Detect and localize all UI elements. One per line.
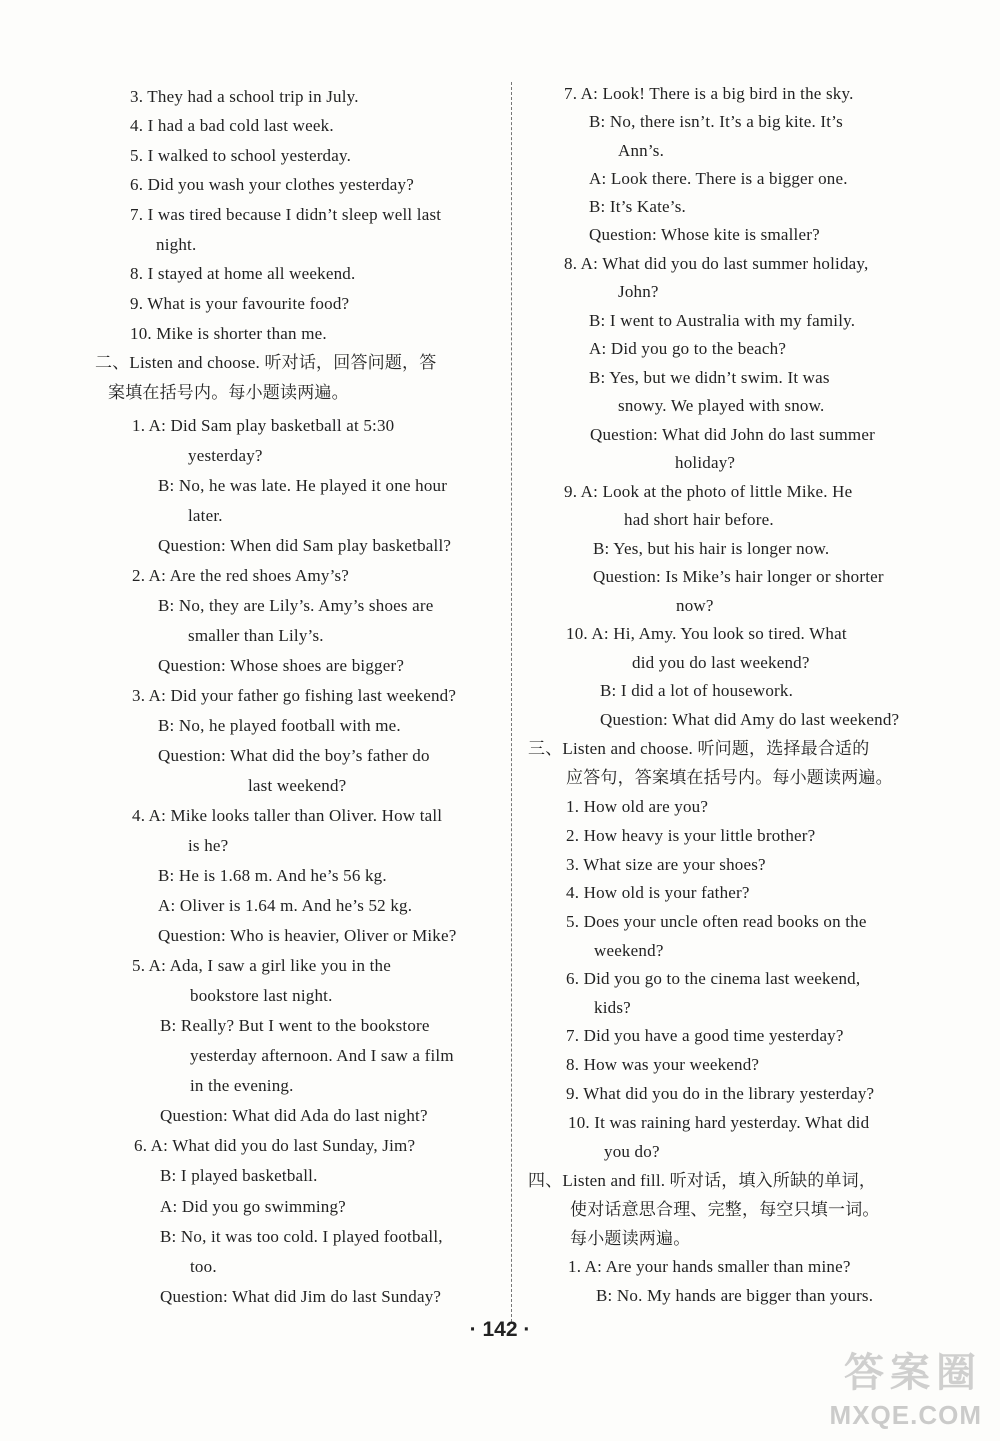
text-line: did you do last weekend? (632, 653, 810, 672)
page-number: · 142 · (469, 1318, 531, 1341)
text-line: Question: What did the boy’s father do (158, 746, 430, 765)
text-line: John? (618, 282, 659, 301)
text-line: yesterday? (188, 446, 263, 465)
text-line: you do? (604, 1142, 660, 1161)
text-line: 3. What size are your shoes? (566, 855, 766, 874)
text-line: 3. A: Did your father go fishing last weekend? (132, 686, 457, 705)
text-line: B: No. My hands are bigger than yours. (596, 1286, 874, 1305)
text-line: 6. Did you wash your clothes yesterday? (130, 175, 414, 194)
text-line: Question: Is Mike’s hair longer or shorter (593, 567, 884, 586)
text-line: 3. They had a school trip in July. (130, 87, 359, 106)
watermark-url: MXQE.COM (829, 1400, 982, 1430)
text-line: B: I played basketball. (160, 1166, 318, 1185)
text-line: Question: When did Sam play basketball? (158, 536, 452, 555)
text-line: Ann’s. (618, 141, 665, 160)
text-line: B: I did a lot of housework. (600, 681, 794, 700)
text-line: A: Did you go swimming? (160, 1197, 346, 1216)
text-line: 9. What did you do in the library yesterday? (566, 1084, 875, 1103)
text-line: B: Yes, but we didn’t swim. It was (589, 368, 830, 387)
text-line: yesterday afternoon. And I saw a film (190, 1046, 454, 1065)
text-line: last weekend? (248, 776, 347, 795)
text-line: B: Really? But I went to the bookstore (160, 1016, 430, 1035)
text-line: kids? (594, 998, 631, 1017)
text-line: 10. It was raining hard yesterday. What did (568, 1113, 870, 1132)
text-line: 9. A: Look at the photo of little Mike. He (564, 482, 853, 501)
watermark-logo-text: 答案圈 (844, 1351, 982, 1395)
text-line: B: He is 1.68 m. And he’s 56 kg. (158, 866, 387, 885)
text-line: Question: What did Amy do last weekend? (600, 710, 900, 729)
column-divider (511, 82, 512, 1322)
text-line: 10. A: Hi, Amy. You look so tired. What (566, 624, 847, 643)
text-line: 1. How old are you? (566, 797, 709, 816)
text-line: 使对话意思合理、完整，每空只填一词。 (570, 1200, 880, 1219)
text-line: night. (156, 235, 197, 254)
text-line: B: No, there isn’t. It’s a big kite. It’s (589, 112, 843, 131)
text-line: 四、Listen and fill. 听对话，填入所缺的单词， (528, 1171, 877, 1190)
text-line: B: Yes, but his hair is longer now. (593, 539, 830, 558)
text-line: B: No, it was too cold. I played football, (160, 1227, 443, 1246)
text-line: holiday? (675, 453, 736, 472)
text-line: 应答句，答案填在括号内。每小题读两遍。 (566, 768, 893, 787)
text-line: 7. I was tired because I didn’t sleep well last (130, 205, 442, 224)
text-line: B: No, they are Lily’s. Amy’s shoes are (158, 596, 434, 615)
text-line: 1. A: Are your hands smaller than mine? (568, 1257, 851, 1276)
text-line: later. (188, 506, 223, 525)
text-line: is he? (188, 836, 229, 855)
text-line: A: Did you go to the beach? (589, 339, 787, 358)
text-line: 4. How old is your father? (566, 883, 750, 902)
text-line: 9. What is your favourite food? (130, 294, 350, 313)
text-line: 8. A: What did you do last summer holiday, (564, 254, 869, 273)
text-line: B: It’s Kate’s. (589, 197, 686, 216)
text-line: 8. How was your weekend? (566, 1055, 760, 1074)
text-line: Question: Whose shoes are bigger? (158, 656, 405, 675)
text-line: 5. A: Ada, I saw a girl like you in the (132, 956, 391, 975)
text-line: 二、Listen and choose. 听对话，回答问题，答 (95, 353, 437, 372)
text-line: 6. A: What did you do last Sunday, Jim? (134, 1136, 416, 1155)
text-line: had short hair before. (624, 510, 774, 529)
text-line: Question: Who is heavier, Oliver or Mike? (158, 926, 457, 945)
text-line: 1. A: Did Sam play basketball at 5:30 (132, 416, 395, 435)
text-line: snowy. We played with snow. (618, 396, 825, 415)
watermark-logo (752, 1341, 982, 1431)
text-line: 4. I had a bad cold last week. (130, 116, 334, 135)
text-line: A: Oliver is 1.64 m. And he’s 52 kg. (158, 896, 413, 915)
text-line: smaller than Lily’s. (188, 626, 324, 645)
text-line: 5. I walked to school yesterday. (130, 146, 352, 165)
text-line: B: No, he played football with me. (158, 716, 401, 735)
text-line: 2. How heavy is your little brother? (566, 826, 816, 845)
text-line: A: Look there. There is a bigger one. (589, 169, 848, 188)
text-line: 案填在括号内。每小题读两遍。 (108, 383, 349, 402)
text-line: B: No, he was late. He played it one hour (158, 476, 448, 495)
text-line: 三、Listen and choose. 听问题，选择最合适的 (528, 739, 870, 758)
text-line: 2. A: Are the red shoes Amy’s? (132, 566, 350, 585)
text-line: 5. Does your uncle often read books on the (566, 912, 867, 931)
text-line: 8. I stayed at home all weekend. (130, 264, 356, 283)
text-line: 7. A: Look! There is a big bird in the sky. (564, 84, 854, 103)
text-line: now? (676, 596, 714, 615)
text-line: Question: What did Jim do last Sunday? (160, 1287, 442, 1306)
text-line: bookstore last night. (190, 986, 333, 1005)
text-line: Question: What did Ada do last night? (160, 1106, 428, 1125)
text-line: 10. Mike is shorter than me. (130, 324, 327, 343)
text-line: too. (190, 1257, 217, 1276)
text-line: in the evening. (190, 1076, 294, 1095)
text-line: B: I went to Australia with my family. (589, 311, 856, 330)
text-line: 7. Did you have a good time yesterday? (566, 1026, 844, 1045)
text-line: Question: What did John do last summer (590, 425, 875, 444)
text-line: 6. Did you go to the cinema last weekend, (566, 969, 861, 988)
text-line: 4. A: Mike looks taller than Oliver. How tall (132, 806, 443, 825)
text-line: Question: Whose kite is smaller? (589, 225, 820, 244)
text-line: 每小题读两遍。 (570, 1229, 691, 1248)
text-line: weekend? (594, 941, 664, 960)
